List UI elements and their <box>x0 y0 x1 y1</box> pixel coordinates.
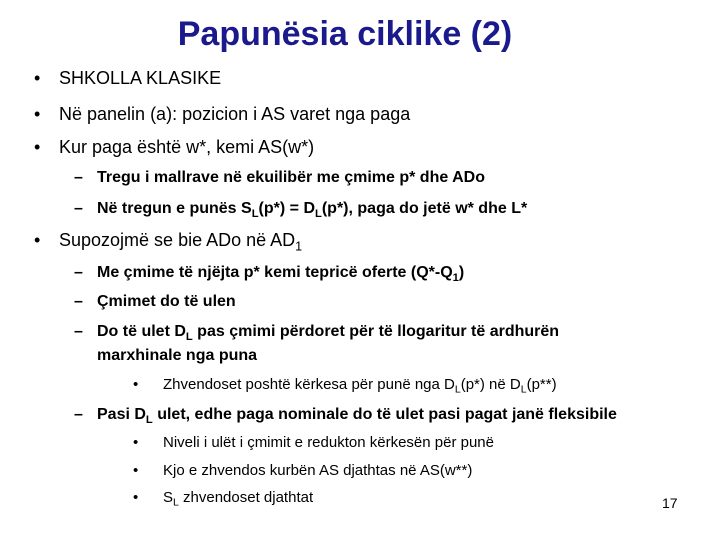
subscript: L <box>251 207 259 220</box>
subscript: L <box>185 330 193 343</box>
text-segment: (p**) <box>526 376 557 393</box>
subbullet-text: Çmimet do të ulen <box>97 293 236 310</box>
bullet-panel-a <box>34 103 411 125</box>
dash-marker: – <box>74 323 83 340</box>
subsub-text: Niveli i ulët i çmimit e redukton kërkesën për punë <box>163 434 494 451</box>
subbullet-ulet-dl <box>74 322 560 343</box>
text-segment: Do të ulet D <box>97 323 186 340</box>
bullet-shkolla-klasike <box>34 67 222 89</box>
dash-marker: – <box>74 293 83 310</box>
text-segment: S <box>163 489 174 506</box>
page-number: 17 <box>662 495 678 511</box>
text-segment: marxhinale nga puna <box>97 347 258 364</box>
subbullet-tregu-punes <box>74 199 528 220</box>
subbullet-tregu-mallrave <box>74 168 485 188</box>
subsub-zhvendos-as <box>133 461 473 481</box>
subbullet-cmimet-ulen <box>74 292 236 312</box>
bullet-marker: • <box>34 68 41 88</box>
bullet-marker: • <box>34 137 41 157</box>
subsub-niveli-cmimit <box>133 433 494 453</box>
bullet-marker: • <box>133 376 139 393</box>
subscript: 1 <box>452 271 459 284</box>
bullet-paga-w <box>34 136 315 158</box>
bullet-marker: • <box>34 230 41 250</box>
dash-marker: – <box>74 169 83 186</box>
dash-marker: – <box>74 264 83 281</box>
text-segment: ulet, edhe paga nominale do të ulet pasi pagat janë fleksibile <box>152 406 617 423</box>
text-segment: (p*), paga do jetë w* dhe L* <box>321 200 528 217</box>
subscript: L <box>520 383 527 396</box>
bullet-marker: • <box>34 104 41 124</box>
subscript: L <box>173 496 179 509</box>
bullet-text: Kur paga është w*, kemi AS(w*) <box>59 137 315 157</box>
subscript: 1 <box>295 239 303 254</box>
text-segment: zhvendoset djathtat <box>178 489 314 506</box>
subsub-zhvendoset-kerkesa <box>133 375 557 396</box>
subscript: L <box>454 383 461 396</box>
text-segment: Zhvendoset poshtë kërkesa për punë nga D <box>163 376 455 393</box>
text-segment: (p*) = D <box>258 200 315 217</box>
bullet-supozojme <box>34 229 303 254</box>
text-segment: pas çmimi përdoret për të llogaritur të ardhurën <box>192 323 560 340</box>
subsub-sl-zhvendoset <box>133 488 314 509</box>
text-segment: Me çmime të njëjta p* kemi tepricë oferte (Q*-Q <box>97 264 453 281</box>
bullet-marker: • <box>133 434 139 451</box>
subbullet-teprice-oferte <box>74 263 465 284</box>
subbullet-ulet-dl-continued <box>97 346 257 366</box>
text-segment: Në tregun e punës S <box>97 200 252 217</box>
slide-title: Papunësia ciklike (2) <box>177 15 513 53</box>
subbullet-pasi-dl <box>74 405 617 426</box>
text-segment: Pasi D <box>97 406 146 423</box>
bullet-marker: • <box>133 462 139 479</box>
text-segment: (p*) në D <box>460 376 521 393</box>
subbullet-text: Tregu i mallrave në ekuilibër me çmime p* dhe ADo <box>97 169 485 186</box>
text-segment: Supozojmë se bie ADo në AD <box>59 230 296 250</box>
bullet-text: SHKOLLA KLASIKE <box>59 68 222 88</box>
text-segment: ) <box>458 264 465 281</box>
subscript: L <box>145 413 153 426</box>
dash-marker: – <box>74 200 83 217</box>
bullet-text: Në panelin (a): pozicion i AS varet nga paga <box>59 104 411 124</box>
subsub-text: Kjo e zhvendos kurbën AS djathtas në AS(w**) <box>163 462 473 479</box>
dash-marker: – <box>74 406 83 423</box>
bullet-marker: • <box>133 489 139 506</box>
subscript: L <box>315 207 322 220</box>
